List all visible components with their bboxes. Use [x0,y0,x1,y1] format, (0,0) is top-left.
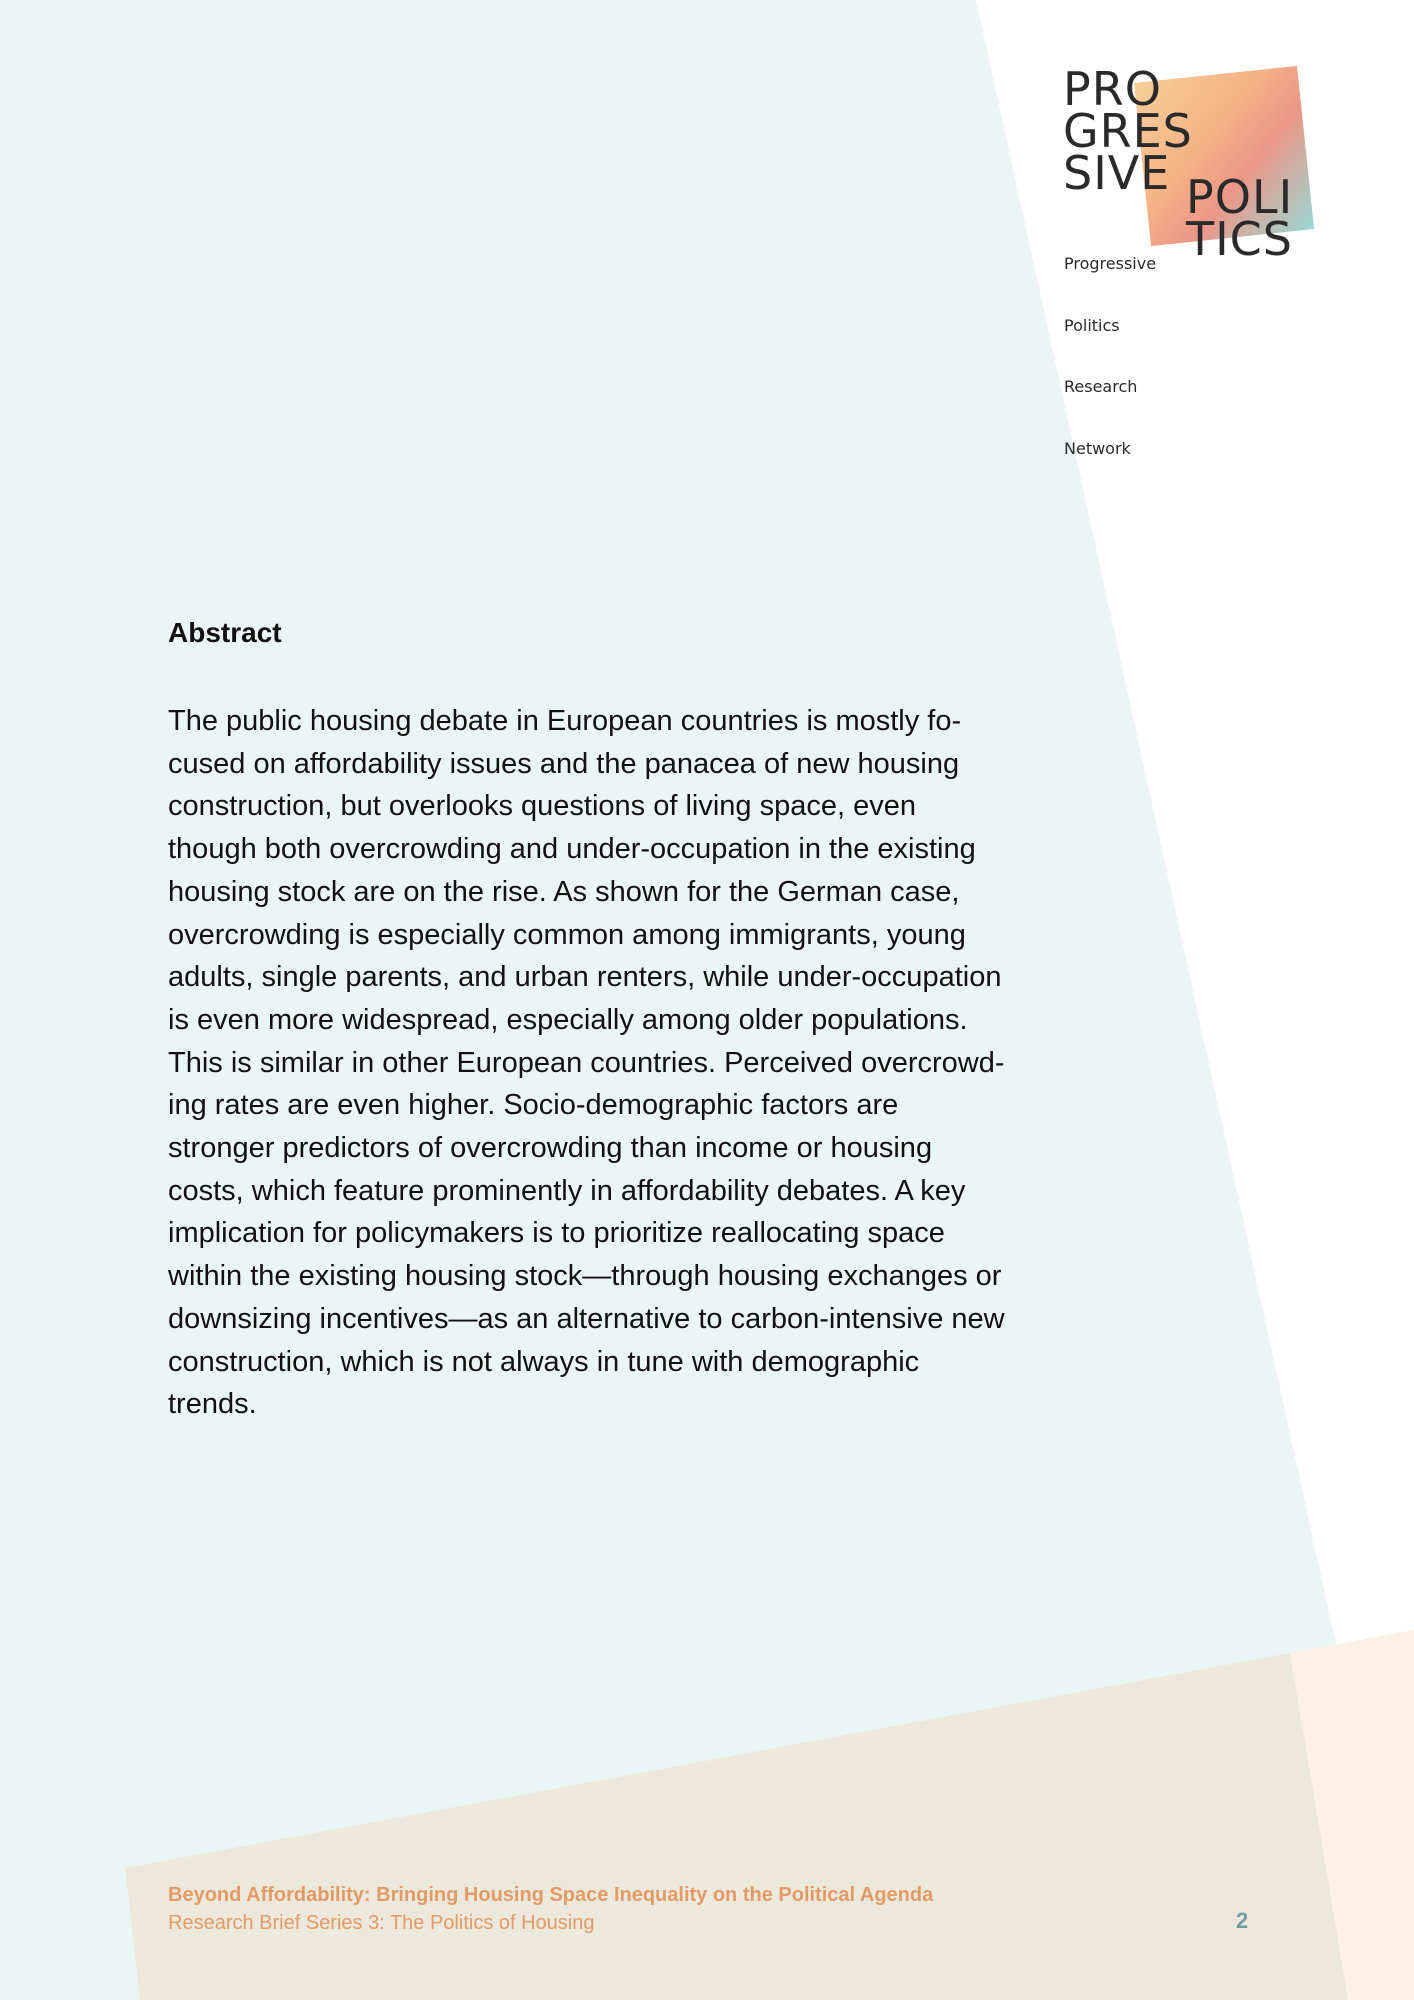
abstract-line: is even more widespread, especially among older populations. [168,1003,968,1036]
footer-series-label: Research Brief Series 3: The Politics of Housing [168,1912,595,1934]
abstract-line: overcrowding is especially common among immigrants, young [168,918,966,951]
abstract-line: trends. [168,1388,257,1421]
abstract-line: costs, which feature prominently in affordability debates. A key [168,1174,966,1207]
abstract-line: cused on affordability issues and the panacea of new housing [168,747,960,780]
progressive-politics-logo [1060,60,1320,458]
abstract-line: ing rates are even higher. Socio-demographic factors are [168,1089,899,1122]
abstract-line: construction, but overlooks questions of living space, even [168,790,916,823]
abstract-line: housing stock are on the rise. As shown for the German case, [168,875,960,908]
footer-document-title: Beyond Affordability: Bringing Housing Space Inequality on the Political Agenda [168,1884,934,1906]
abstract-line: implication for policymakers is to prioritize reallocating space [168,1217,945,1250]
abstract-line: This is similar in other European countries. Perceived overcrowd- [168,1046,1005,1079]
abstract-line: adults, single parents, and urban renters, while under-occupation [168,961,1002,994]
abstract-line: stronger predictors of overcrowding than income or housing [168,1132,933,1165]
page-number: 2 [1236,1908,1249,1933]
abstract-line: The public housing debate in European countries is mostly fo- [168,705,962,737]
abstract-line: construction, which is not always in tune with demographic [168,1345,920,1378]
logo-wordmark-right: POLI TICS [1186,170,1294,266]
logo-subtitle: Progressive Politics Research Network [1064,254,1157,458]
abstract-line: downsizing incentives—as an alternative to carbon-intensive new [168,1302,1005,1335]
abstract-heading: Abstract [168,617,282,648]
logo-wordmark-left: PRO GRES SIVE [1063,62,1193,200]
abstract-body [168,700,1068,1426]
abstract-line: though both overcrowding and under-occupation in the existing [168,833,976,866]
abstract-line: within the existing housing stock—through housing exchanges or [168,1260,1002,1293]
